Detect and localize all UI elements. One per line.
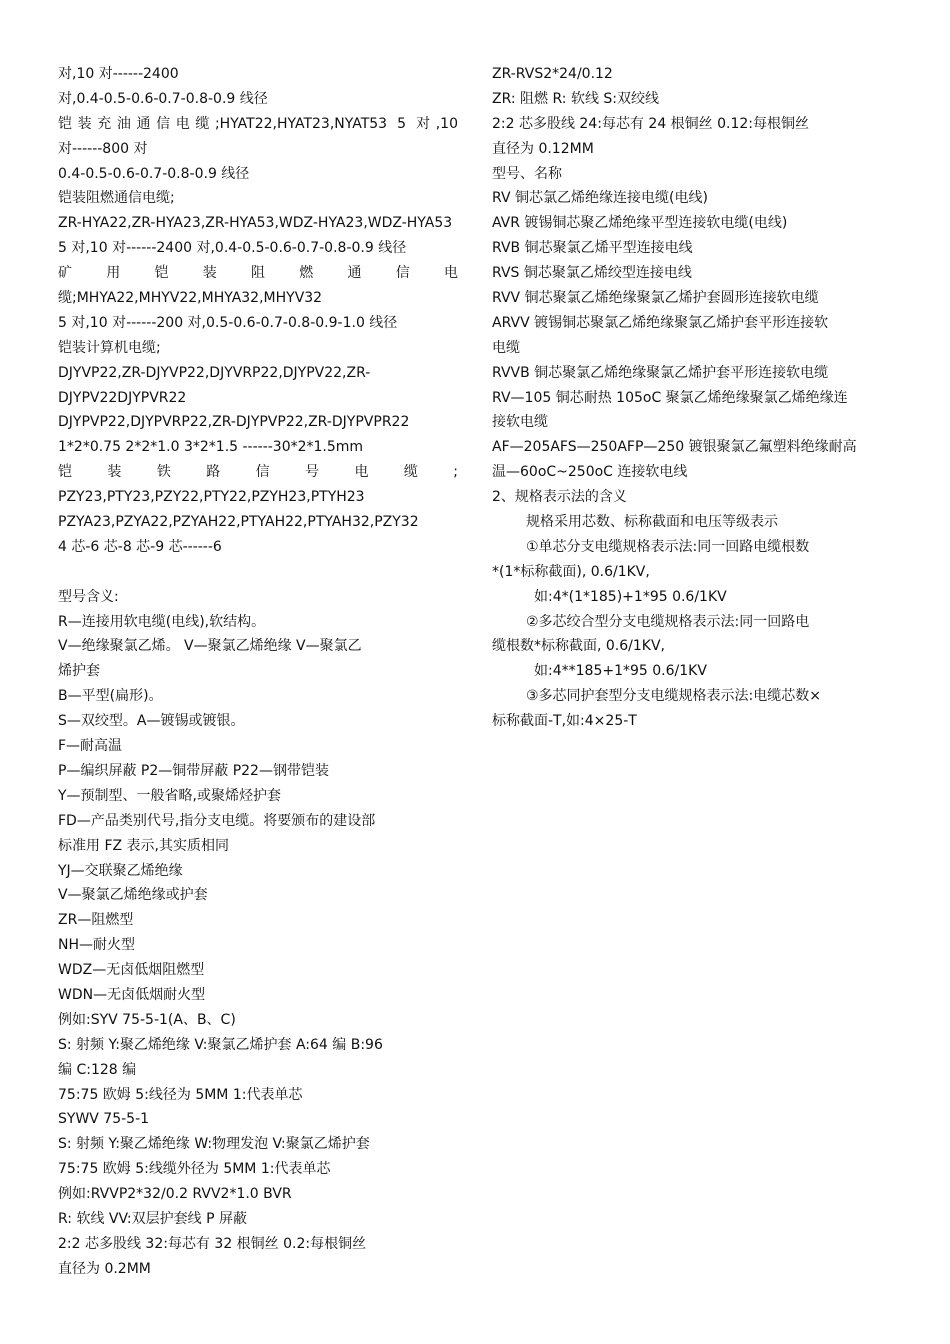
text-line: RVB 铜芯聚氯乙烯平型连接电线: [492, 240, 693, 257]
text-line: ZR: 阻燃 R: 软线 S:双绞线: [492, 90, 660, 107]
text-line: 铠装铁路信号电缆;: [58, 464, 458, 481]
text-line: 标准用 FZ 表示,其实质相同: [58, 837, 229, 854]
section-heading: 型号含义:: [58, 588, 119, 605]
text-line: S: 射频 Y:聚乙烯绝缘 V:聚氯乙烯护套 A:64 编 B:96: [58, 1036, 383, 1053]
text-line: 温—60oC~250oC 连接软电线: [492, 464, 688, 481]
text-line: 5 对,10 对------2400 对,0.4-0.5-0.6-0.7-0.8-0.9 线径: [58, 240, 407, 257]
text-line: SYWV 75-5-1: [58, 1111, 150, 1128]
text-line: 编 C:128 编: [58, 1061, 137, 1078]
text-line: 直径为 0.2MM: [58, 1260, 151, 1277]
text-line: 烯护套: [58, 663, 100, 680]
text-line: ③多芯同护套型分支电缆规格表示法:电缆芯数×: [526, 688, 821, 705]
text-line: RVV 铜芯聚氯乙烯绝缘聚氯乙烯护套圆形连接软电缆: [492, 290, 819, 307]
text-line: DJYVP22,ZR-DJYVP22,DJYVRP22,DJYPV22,ZR-: [58, 364, 371, 381]
text-line: PZY23,PTY23,PZY22,PTY22,PZYH23,PTYH23: [58, 489, 365, 506]
text-line: 2:2 芯多股线 32:每芯有 32 根铜丝 0.2:每根铜丝: [58, 1235, 367, 1252]
text-line: 对,10 对------2400: [58, 66, 179, 82]
text-line: RVS 铜芯聚氯乙烯绞型连接电线: [492, 265, 692, 282]
text-line: 75:75 欧姆 5:线缆外径为 5MM 1:代表单芯: [58, 1161, 331, 1178]
text-line: Y—预制型、一般省略,或聚烯烃护套: [58, 787, 282, 804]
text-line: 矿用铠装阻燃通信电: [58, 265, 458, 282]
text-line: S: 射频 Y:聚乙烯绝缘 W:物理发泡 V:聚氯乙烯护套: [58, 1136, 370, 1153]
blank-line: [58, 560, 458, 585]
text-line: ①单芯分支电缆规格表示法:同一回路电缆根数: [526, 538, 810, 555]
text-line: R: 软线 VV:双层护套线 P 屏蔽: [58, 1210, 247, 1227]
text-line: ②多芯绞合型分支电缆规格表示法:同一回路电: [526, 613, 810, 630]
text-line: WDN—无卤低烟耐火型: [58, 986, 206, 1003]
text-line: F—耐高温: [58, 738, 123, 755]
text-line: 电缆: [492, 339, 520, 356]
text-line: 2:2 芯多股线 24:每芯有 24 根铜丝 0.12:每根铜丝: [492, 115, 810, 132]
text-line: 缆根数*标称截面, 0.6/1KV,: [492, 638, 665, 655]
text-line: DJYPVP22,DJYPVRP22,ZR-DJYPVP22,ZR-DJYPVPR22: [58, 414, 410, 431]
text-line: RVVB 铜芯聚氯乙烯绝缘聚氯乙烯护套平形连接软电缆: [492, 364, 829, 381]
text-line: 铠装充油通信电缆;HYAT22,HYAT23,NYAT53 5 对,10: [58, 115, 458, 132]
text-line: RV 铜芯氯乙烯绝缘连接电缆(电线): [492, 190, 708, 207]
text-line: NH—耐火型: [58, 937, 135, 954]
text-line: 例如:RVVP2*32/0.2 RVV2*1.0 BVR: [58, 1186, 292, 1203]
text-line: YJ—交联聚乙烯绝缘: [58, 862, 183, 879]
text-line: 如:4**185+1*95 0.6/1KV: [534, 663, 707, 680]
text-line: V—绝缘聚氯乙烯。 V—聚氯乙烯绝缘 V—聚氯乙: [58, 638, 362, 655]
text-line: 直径为 0.12MM: [492, 140, 594, 157]
text-line: AF—205AFS—250AFP—250 镀银聚氯乙氟塑料绝缘耐高: [492, 439, 857, 456]
text-line: 接软电缆: [492, 414, 548, 431]
text-line: ZR—阻燃型: [58, 912, 134, 929]
text-line: 铠装阻燃通信电缆;: [58, 190, 175, 207]
text-line: V—聚氯乙烯绝缘或护套: [58, 887, 208, 904]
text-line: 如:4*(1*185)+1*95 0.6/1KV: [534, 588, 727, 605]
text-line: 例如:SYV 75-5-1(A、B、C): [58, 1011, 236, 1028]
section-heading: 型号、名称: [492, 165, 562, 182]
section-heading: 2、规格表示法的含义: [492, 489, 627, 506]
text-line: WDZ—无卤低烟阻燃型: [58, 962, 205, 979]
left-column: [58, 62, 458, 1282]
text-line: ZR-HYA22,ZR-HYA23,ZR-HYA53,WDZ-HYA23,WDZ-HYA53: [58, 215, 453, 232]
text-line: 0.4-0.5-0.6-0.7-0.8-0.9 线径: [58, 165, 250, 182]
text-line: FD—产品类别代号,指分支电缆。将要颁布的建设部: [58, 812, 376, 829]
text-line: *(1*标称截面), 0.6/1KV,: [492, 563, 650, 580]
text-line: P—编织屏蔽 P2—铜带屏蔽 P22—钢带铠装: [58, 762, 329, 779]
right-column: [492, 62, 894, 734]
text-line: 对------800 对: [58, 140, 148, 157]
text-line: 标称截面-T,如:4×25-T: [492, 713, 637, 730]
text-line: ZR-RVS2*24/0.12: [492, 66, 613, 82]
text-line: RV—105 铜芯耐热 105oC 聚氯乙烯绝缘聚氯乙烯绝缘连: [492, 389, 848, 406]
text-line: B—平型(扁形)。: [58, 688, 163, 705]
text-line: 缆;MHYA22,MHYV22,MHYA32,MHYV32: [58, 290, 323, 307]
text-line: PZYA23,PZYA22,PZYAH22,PTYAH22,PTYAH32,PZY32: [58, 514, 419, 531]
text-line: 对,0.4-0.5-0.6-0.7-0.8-0.9 线径: [58, 90, 268, 107]
text-line: DJYPV22DJYPVR22: [58, 389, 187, 406]
text-line: 75:75 欧姆 5:线径为 5MM 1:代表单芯: [58, 1086, 303, 1103]
text-line: 1*2*0.75 2*2*1.0 3*2*1.5 ------30*2*1.5mm: [58, 439, 364, 456]
text-line: 铠装计算机电缆;: [58, 339, 161, 356]
text-line: 4 芯-6 芯-8 芯-9 芯------6: [58, 538, 222, 555]
text-line: R—连接用软电缆(电线),软结构。: [58, 613, 266, 630]
text-line: S—双绞型。A—镀锡或镀银。: [58, 713, 245, 730]
text-line: 规格采用芯数、标称截面和电压等级表示: [526, 514, 778, 531]
text-line: ARVV 镀锡铜芯聚氯乙烯绝缘聚氯乙烯护套平形连接软: [492, 314, 829, 331]
text-line: AVR 镀锡铜芯聚乙烯绝缘平型连接软电缆(电线): [492, 215, 788, 232]
text-line: 5 对,10 对------200 对,0.5-0.6-0.7-0.8-0.9-1.0 线径: [58, 314, 398, 331]
